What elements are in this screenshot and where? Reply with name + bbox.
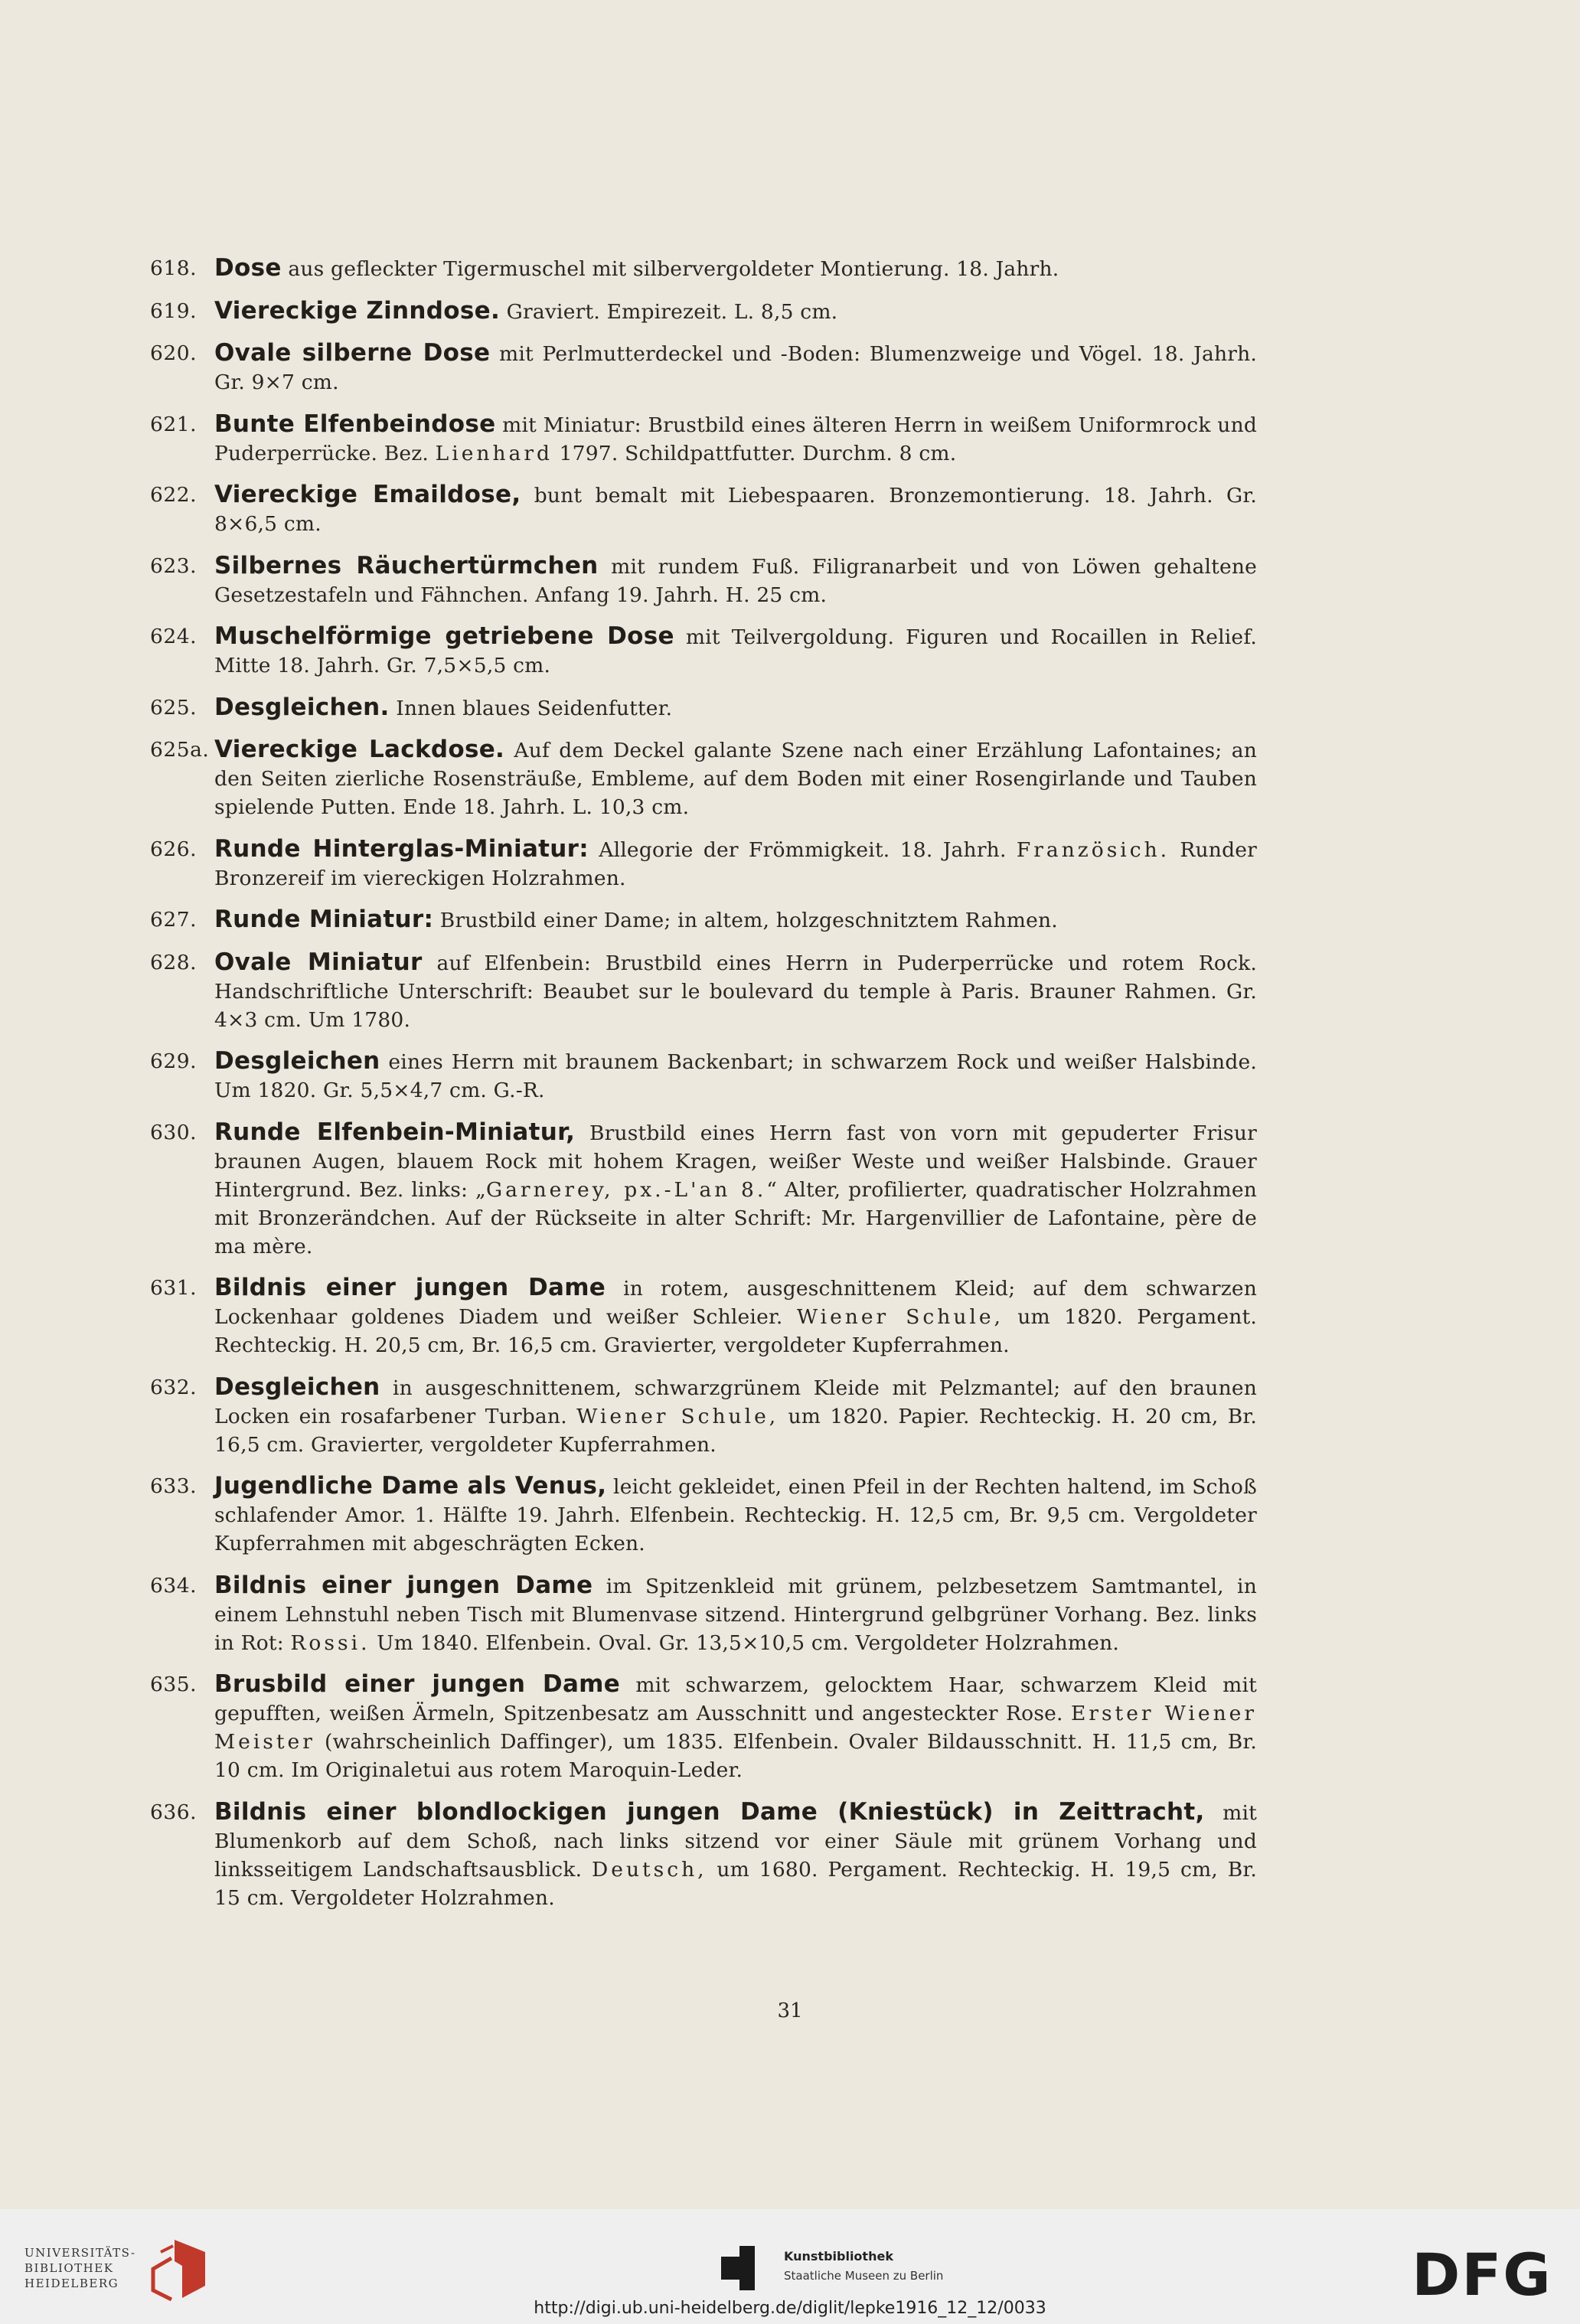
catalog-entry	[150, 1798, 1257, 1912]
entry-heading: Viereckige Emaildose,	[214, 481, 521, 508]
catalog-entry	[150, 1047, 1257, 1105]
entry-description: in rotem, ausgeschnittenem Kleid; auf dem schwarzen Lockenhaar goldenes Diadem und weißer Schleier.	[214, 1277, 1258, 1329]
catalog-entry	[150, 622, 1257, 680]
entry-description: Graviert. Empirezeit. L. 8,5 cm.	[500, 299, 838, 324]
entry-number: 626.	[150, 837, 198, 861]
catalog-entry	[150, 339, 1257, 397]
entry-number: 623.	[150, 553, 198, 578]
entry-heading: Desgleichen	[214, 1373, 380, 1401]
entry-number: 619.	[150, 299, 198, 323]
entry-heading: Desgleichen.	[214, 693, 390, 721]
entry-description: Brustbild eines Herrn fast von vorn mit gepuderter Frisur braunen Augen, blauem Rock mit hohem Kragen, weißer Weste und weißer Halsbinde. Grauer Hintergrund. Bez. links: „	[214, 1121, 1257, 1202]
entry-heading: Jugendliche Dame als Venus,	[214, 1472, 607, 1500]
entry-description: aus gefleckter Tigermuschel mit silbervergoldeter Montierung. 18. Jahrh.	[281, 257, 1059, 281]
entry-heading: Runde Elfenbein-Miniatur,	[214, 1118, 576, 1146]
entry-artist-spaced: Garnerey, px.-L'an 8.	[485, 1177, 767, 1202]
entry-number: 629.	[150, 1049, 198, 1073]
catalog-entry	[150, 481, 1257, 538]
entry-number: 636.	[150, 1800, 198, 1824]
entry-number: 622.	[150, 483, 198, 507]
dfg-logo[interactable]	[1405, 2247, 1559, 2300]
entry-number: 625a.	[150, 738, 210, 762]
entry-artist-spaced: Deutsch,	[592, 1857, 707, 1882]
entry-artist-spaced: Erster Wiener Meister	[214, 1702, 1257, 1754]
entry-description-tail: Um 1840. Elfenbein. Oval. Gr. 13,5×10,5 cm. Vergoldeter Holzrahmen.	[370, 1630, 1120, 1655]
entry-description: eines Herrn mit braunem Backenbart; in schwarzem Rock und weißer Halsbinde. Um 1820. Gr. 5,5×4,7 cm. G.-R.	[214, 1050, 1257, 1102]
entry-heading: Runde Miniatur:	[214, 906, 434, 933]
entry-heading: Bildnis einer jungen Dame	[214, 1274, 606, 1301]
entry-description: in ausgeschnittenem, schwarzgrünem Kleide mit Pelzmantel; auf den braunen Locken ein rosafarbener Turban.	[214, 1376, 1257, 1428]
catalog-entry	[150, 835, 1257, 893]
entry-artist-spaced: Wiener Schule,	[796, 1305, 1004, 1329]
catalog-entry	[150, 948, 1257, 1034]
catalog-entry	[150, 1118, 1257, 1261]
entry-number: 634.	[150, 1573, 198, 1598]
entry-heading: Ovale silberne Dose	[214, 339, 491, 367]
uni-logo-line-3: HEIDELBERG	[24, 2277, 119, 2290]
entry-number: 621.	[150, 412, 198, 436]
entry-heading: Desgleichen	[214, 1047, 380, 1075]
entry-number: 630.	[150, 1120, 198, 1144]
catalog-entry	[150, 1472, 1257, 1558]
entry-number: 635.	[150, 1673, 198, 1696]
entry-description: Auf dem Deckel galante Szene nach einer Erzählung Lafontaines; an den Seiten zierliche Rosensträuße, Embleme, auf dem Boden mit einer Rosengirlande und Tauben spielende Putten. Ende 18. Jahrh. L. 10,3 cm.	[214, 739, 1257, 819]
entry-heading: Muschelförmige getriebene Dose	[214, 622, 674, 650]
entry-number: 627.	[150, 908, 198, 932]
entry-description-tail: um 1820. Pergament. Rechteckig. H. 20,5 cm, Br. 16,5 cm. Gravierter, vergoldeter Kupferrahmen.	[214, 1305, 1257, 1357]
entry-description-tail: Runder Bronzereif im viereckigen Holzrahmen.	[214, 837, 1257, 890]
entry-number: 618.	[150, 256, 198, 280]
catalog-entry	[150, 906, 1257, 935]
entry-artist-spaced: Wiener Schule,	[576, 1404, 779, 1428]
entry-number: 625.	[150, 695, 198, 720]
entry-description-tail: um 1820. Papier. Rechteckig. H. 20 cm, Br. 16,5 cm. Gravierter, vergoldeter Kupferrahmen.	[214, 1404, 1257, 1457]
catalog-entry	[150, 694, 1257, 723]
entry-artist-spaced: Lienhard	[435, 441, 553, 465]
page-number: 31	[777, 1999, 803, 2022]
entry-number: 632.	[150, 1375, 198, 1399]
dfg-logo-text: DFG	[1412, 2247, 1552, 2300]
entry-heading: Ovale Miniatur	[214, 948, 423, 976]
entry-heading: Bunte Elfenbeindose	[214, 410, 496, 438]
entry-description: mit Miniatur: Brustbild eines älteren Herrn in weißem Uniformrock und Puderperrücke. Bez.	[214, 413, 1257, 465]
entry-heading: Brusbild einer jungen Dame	[214, 1670, 621, 1698]
catalog-entry	[150, 410, 1257, 468]
entry-heading: Runde Hinterglas-Miniatur:	[214, 834, 589, 863]
entry-number: 624.	[150, 625, 198, 648]
entry-number: 631.	[150, 1276, 198, 1300]
catalog-entry	[150, 1572, 1257, 1657]
entry-heading: Bildnis einer blondlockigen jungen Dame (Kniestück) in Zeittracht,	[214, 1797, 1205, 1826]
entry-description: auf Elfenbein: Brustbild eines Herrn in Puderperrücke und rotem Rock. Handschriftliche Unterschrift: Beaubet sur le boulevard du temple à Paris. Brauner Rahmen. Gr. 4×3 cm. Um 1780.	[214, 951, 1257, 1032]
entry-description-tail: (wahrscheinlich Daffinger), um 1835. Elfenbein. Ovaler Bildausschnitt. H. 11,5 cm, Br. 10 cm. Im Originaletui aus rotem Maroquin-Leder.	[214, 1730, 1257, 1782]
catalog-entry	[150, 297, 1257, 326]
uni-heidelberg-emblem-icon	[138, 2235, 211, 2303]
entry-heading: Dose	[214, 254, 282, 282]
entry-description: Allegorie der Frömmigkeit. 18. Jahrh.	[588, 837, 1017, 862]
entry-description-tail: “ Alter, profilierter, quadratischer Holzrahmen mit Bronzerändchen. Auf der Rückseite in alter Schrift: Mr. Hargenvillier de Lafontaine, père de ma mère.	[214, 1177, 1257, 1258]
entry-artist-spaced: Französich.	[1016, 837, 1170, 862]
source-url[interactable]: http://digi.ub.uni-heidelberg.de/diglit/lepke1916_12_12/0033	[534, 2299, 1046, 2318]
entry-description: mit Perlmutterdeckel und -Boden: Blumenzweige und Vögel. 18. Jahrh. Gr. 9×7 cm.	[214, 342, 1257, 394]
kunstbibliothek-name: Kunstbibliothek	[784, 2249, 893, 2264]
kunstbibliothek-logo[interactable]	[721, 2231, 1012, 2292]
entry-number: 628.	[150, 950, 198, 974]
entry-description-tail: 1797. Schildpattfutter. Durchm. 8 cm.	[552, 441, 957, 465]
catalog-entry	[150, 254, 1257, 283]
entry-description-tail: um 1680. Pergament. Rechteckig. H. 19,5 cm, Br. 15 cm. Vergoldeter Holzrahmen.	[214, 1857, 1257, 1910]
entry-description: Brustbild einer Dame; in altem, holzgeschnitztem Rahmen.	[433, 909, 1058, 932]
catalog-entries	[150, 254, 1257, 1925]
footer-bar	[0, 2209, 1580, 2324]
entry-description: leicht gekleidet, einen Pfeil in der Rechten haltend, im Schoß schlafender Amor. 1. Hälfte 19. Jahrh. Elfenbein. Rechteckig. H. 12,5 cm, Br. 9,5 cm. Vergoldeter Kupferrahmen mit abgeschrägten Ecken.	[214, 1475, 1257, 1555]
entry-heading: Viereckige Zinndose.	[214, 296, 501, 325]
uni-logo-line-1: UNIVERSITÄTS-	[24, 2246, 136, 2260]
entry-description: Innen blaues Seidenfutter.	[389, 696, 673, 720]
entry-heading: Silbernes Räuchertürmchen	[214, 551, 599, 579]
entry-description: mit rundem Fuß. Filigranarbeit und von Löwen gehaltene Gesetzestafeln und Fähnchen. Anfang 19. Jahrh. H. 25 cm.	[214, 554, 1257, 607]
entry-description: mit Blumenkorb auf dem Schoß, nach links sitzend vor einer Säule mit grünem Vorhang und linksseitigem Landschaftsausblick.	[214, 1800, 1257, 1882]
uni-logo-line-2: BIBLIOTHEK	[24, 2261, 114, 2275]
catalog-entry	[150, 1274, 1257, 1359]
kunstbibliothek-emblem-icon	[721, 2246, 755, 2290]
catalog-entry	[150, 736, 1257, 821]
entry-description: mit Teilvergoldung. Figuren und Rocaillen in Relief. Mitte 18. Jahrh. Gr. 7,5×5,5 cm.	[214, 625, 1258, 677]
entry-number: 620.	[150, 341, 198, 365]
kunstbibliothek-subtitle: Staatliche Museen zu Berlin	[784, 2269, 944, 2283]
catalog-entry	[150, 552, 1257, 609]
catalog-entry	[150, 1670, 1257, 1784]
entry-description: im Spitzenkleid mit grünem, pelzbesetzem Samtmantel, in einem Lehnstuhl neben Tisch mit Blumenvase sitzend. Hintergrund gelbgrüner Vorhang. Bez. links in Rot:	[214, 1574, 1258, 1655]
entry-heading: Bildnis einer jungen Dame	[214, 1571, 593, 1599]
catalog-entry	[150, 1373, 1257, 1459]
entry-number: 633.	[150, 1474, 198, 1498]
entry-heading: Viereckige Lackdose.	[214, 736, 505, 763]
entry-artist-spaced: Rossi.	[290, 1630, 371, 1655]
entry-description: mit schwarzem, gelocktem Haar, schwarzem Kleid mit gepufften, weißen Ärmeln, Spitzenbesatz am Ausschnitt und angesteckter Rose.	[214, 1673, 1257, 1725]
uni-heidelberg-logo[interactable]	[24, 2235, 201, 2304]
entry-description: bunt bemalt mit Liebespaaren. Bronzemontierung. 18. Jahrh. Gr. 8×6,5 cm.	[214, 484, 1257, 536]
